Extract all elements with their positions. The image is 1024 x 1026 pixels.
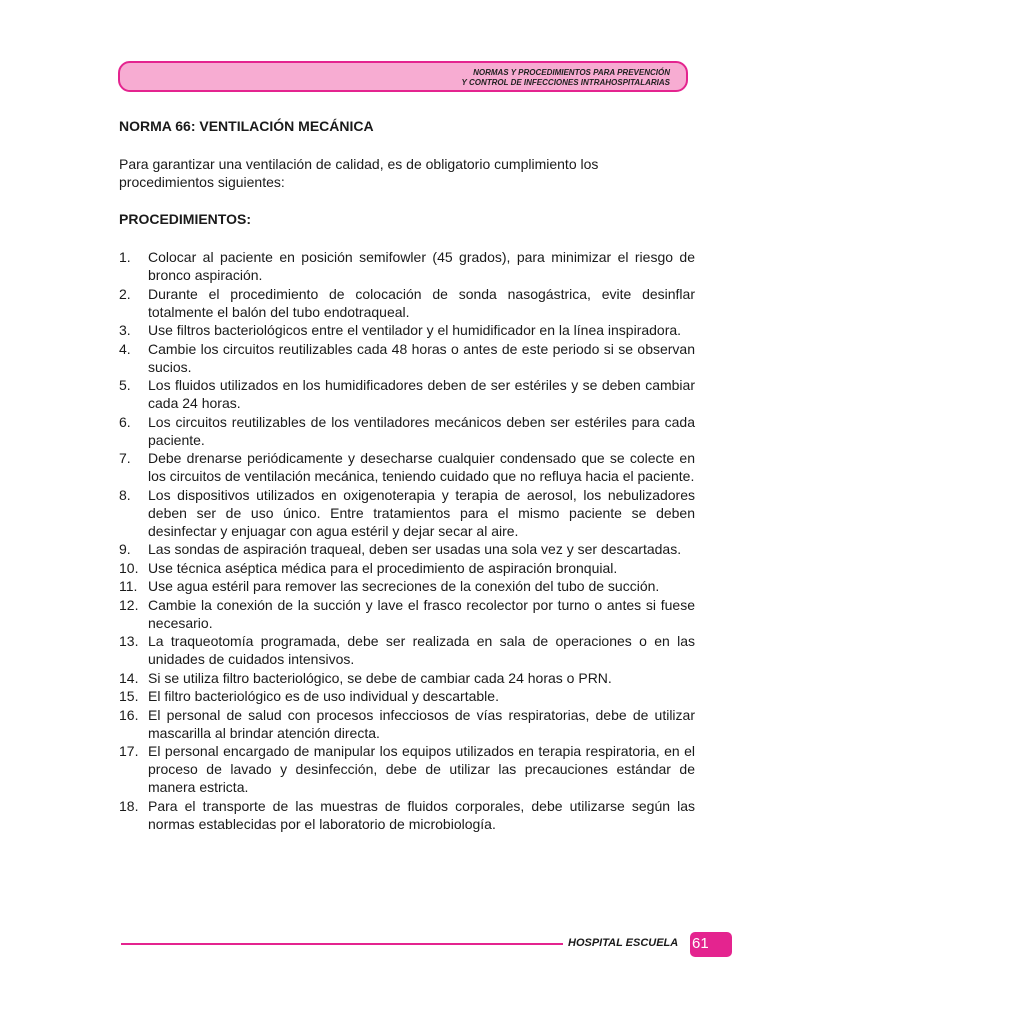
procedure-item	[119, 596, 695, 632]
norma-title: NORMA 66: VENTILACIÓN MECÁNICA	[119, 118, 374, 134]
procedure-number: 11.	[119, 578, 138, 594]
procedures-list	[119, 248, 695, 833]
procedure-item	[119, 376, 695, 412]
procedure-text: Para el transporte de las muestras de fluidos corporales, debe utilizarse según las normas establecidas por el laboratorio de microbiología.	[148, 797, 695, 832]
procedure-text: El personal encargado de manipular los equipos utilizados en terapia respiratoria, en el proceso de lavado y desinfección, debe de utilizar las precauciones estándar de manera estricta.	[148, 743, 695, 795]
procedure-number: 6.	[119, 413, 131, 430]
header-band	[118, 61, 688, 92]
procedure-text: Use agua estéril para remover las secreciones de la conexión del tubo de succión.	[148, 578, 660, 594]
page-number-badge	[690, 932, 732, 957]
procedure-text: Colocar al paciente en posición semifowler (45 grados), para minimizar el riesgo de bronco aspiración.	[148, 249, 695, 283]
procedure-number: 10.	[119, 559, 139, 576]
procedure-number: 4.	[119, 340, 131, 357]
procedure-item	[119, 669, 695, 687]
procedure-item	[119, 413, 695, 449]
procedure-number: 13.	[119, 633, 139, 649]
procedure-text: Las sondas de aspiración traqueal, deben ser usadas una sola vez y ser descartadas.	[148, 541, 682, 557]
procedure-number: 3.	[119, 322, 131, 338]
procedure-item	[119, 248, 695, 284]
procedure-number: 5.	[119, 377, 131, 393]
procedure-item	[119, 687, 695, 705]
procedure-text: La traqueotomía programada, debe ser realizada en sala de operaciones o en las unidades de cuidados intensivos.	[148, 633, 695, 667]
procedure-item	[119, 742, 695, 796]
procedure-item	[119, 285, 695, 321]
procedure-number: 18.	[119, 797, 139, 814]
procedure-number: 8.	[119, 486, 131, 503]
procedure-text: Los dispositivos utilizados en oxigenoterapia y terapia de aerosol, los nebulizadores deben ser de uso único. Entre tratamientos para el mismo paciente se deben desinfectar y enjuagar con agua estéril y dejar secar al aire.	[148, 486, 695, 539]
footer-label: HOSPITAL ESCUELA	[568, 937, 679, 949]
procedure-number: 7.	[119, 450, 131, 466]
procedure-item	[119, 632, 695, 668]
procedure-text: Cambie la conexión de la succión y lave el frasco recolector por turno o antes si fuese necesario.	[148, 596, 695, 631]
procedures-heading: PROCEDIMIENTOS:	[119, 211, 251, 227]
procedure-number: 15.	[119, 688, 139, 704]
procedure-item	[119, 449, 695, 485]
procedure-item	[119, 340, 695, 376]
procedure-text: Use filtros bacteriológicos entre el ventilador y el humidificador en la línea inspiradora.	[148, 322, 682, 338]
procedure-text: Use técnica aséptica médica para el procedimiento de aspiración bronquial.	[148, 559, 618, 576]
page-number: 61	[692, 935, 709, 952]
procedure-text: El filtro bacteriológico es de uso individual y descartable.	[148, 688, 499, 704]
procedure-item	[119, 321, 695, 339]
procedure-number: 1.	[119, 249, 131, 265]
procedure-item	[119, 797, 695, 833]
procedure-text: Los circuitos reutilizables de los ventiladores mecánicos deben ser estériles para cada paciente.	[148, 413, 695, 448]
procedure-item	[119, 559, 695, 577]
header-title	[462, 68, 670, 88]
procedure-number: 17.	[119, 743, 139, 759]
procedure-number: 12.	[119, 596, 139, 613]
procedure-item	[119, 706, 695, 742]
procedure-text: Debe drenarse periódicamente y desecharse cualquier condensado que se colecte en los circuitos de ventilación mecánica, teniendo cuidado que no refluya hacia el paciente.	[148, 450, 695, 484]
procedure-number: 16.	[119, 706, 139, 723]
footer-divider	[121, 943, 563, 945]
procedure-number: 14.	[119, 669, 139, 686]
procedure-text: Cambie los circuitos reutilizables cada 48 horas o antes de este periodo si se observan sucios.	[148, 340, 695, 375]
procedure-text: Durante el procedimiento de colocación de sonda nasogástrica, evite desinflar totalmente el balón del tubo endotraqueal.	[148, 285, 695, 320]
procedure-text: El personal de salud con procesos infecciosos de vías respiratorias, debe de utilizar mascarilla al brindar atención directa.	[148, 706, 695, 741]
header-title-line-1: NORMAS Y PROCEDIMIENTOS PARA PREVENCIÓN	[473, 68, 670, 77]
procedure-text: Los fluidos utilizados en los humidificadores deben de ser estériles y se deben cambiar cada 24 horas.	[148, 377, 695, 411]
procedure-item	[119, 486, 695, 540]
header-title-line-2: Y CONTROL DE INFECCIONES INTRAHOSPITALARIAS	[461, 78, 670, 87]
procedure-text: Si se utiliza filtro bacteriológico, se debe de cambiar cada 24 horas o PRN.	[148, 669, 612, 686]
procedure-number: 9.	[119, 541, 131, 557]
procedure-item	[119, 540, 695, 558]
intro-paragraph: Para garantizar una ventilación de calidad, es de obligatorio cumplimiento los procedimientos siguientes:	[119, 156, 599, 190]
procedure-number: 2.	[119, 285, 131, 302]
procedure-item	[119, 577, 695, 595]
